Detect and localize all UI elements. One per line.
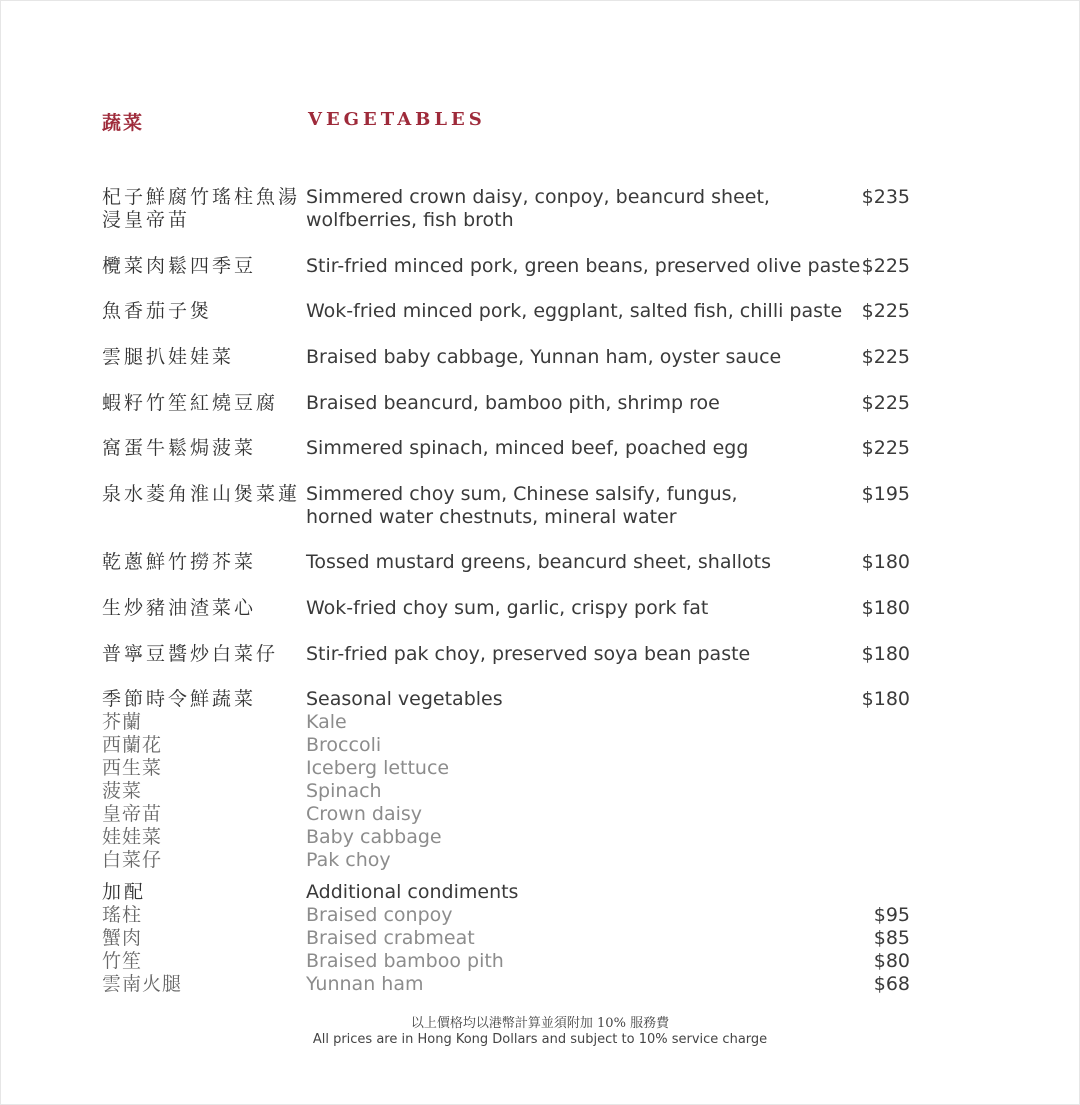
footer-note-en: All prices are in Hong Kong Dollars and subject to 10% service charge [312, 1032, 768, 1047]
condiment-en: Braised crabmeat [306, 927, 475, 949]
option-en: Crown daisy [306, 803, 423, 825]
option-zh: 皇帝苗 [102, 803, 163, 825]
option-en: Iceberg lettuce [306, 757, 450, 779]
option-zh: 娃娃菜 [102, 826, 163, 848]
dish-description: Wok-fried minced pork, eggplant, salted fish, chilli paste [306, 300, 843, 322]
option-en: Baby cabbage [306, 826, 442, 848]
dish-description: Braised baby cabbage, Yunnan ham, oyster sauce [306, 346, 782, 368]
dish-price: $225 [861, 346, 910, 368]
dish-description-line: wolfberries, fish broth [306, 209, 514, 231]
footer-note-zh: 以上價格均以港幣計算並須附加 10% 服務費 [410, 1016, 670, 1031]
dish-price: $180 [861, 597, 910, 619]
dish-name-zh: 普寧豆醬炒白菜仔 [102, 643, 279, 665]
option-zh: 西蘭花 [102, 734, 163, 756]
dish-name-zh: 窩蛋牛鬆焗菠菜 [102, 437, 257, 459]
dish-description [306, 186, 770, 232]
dish-price: $225 [861, 255, 910, 277]
dish-description: Stir-fried pak choy, preserved soya bean paste [306, 643, 751, 665]
option-en: Spinach [306, 780, 382, 802]
dish-description: Simmered spinach, minced beef, poached egg [306, 437, 749, 459]
dish-name-zh-line: 浸皇帝苗 [102, 209, 191, 231]
dish-name-zh: 乾蔥鮮竹撈芥菜 [102, 551, 257, 573]
condiment-price: $80 [873, 950, 910, 972]
seasonal-price: $180 [861, 688, 910, 710]
dish-price: $225 [861, 437, 910, 459]
dish-description: Wok-fried choy sum, garlic, crispy pork fat [306, 597, 709, 619]
dish-name-zh [102, 186, 300, 232]
condiment-price: $85 [873, 927, 910, 949]
section-title-zh: 蔬菜 [102, 112, 145, 134]
dish-description-line: horned water chestnuts, mineral water [306, 506, 677, 528]
option-en: Pak choy [306, 849, 391, 871]
dish-price: $225 [861, 392, 910, 414]
option-en: Kale [306, 711, 347, 733]
condiment-en: Braised conpoy [306, 904, 453, 926]
seasonal-title-zh: 季節時令鮮蔬菜 [102, 688, 257, 710]
seasonal-title-en: Seasonal vegetables [306, 688, 503, 710]
condiment-zh: 竹笙 [102, 950, 143, 972]
dish-description-line: Simmered choy sum, Chinese salsify, fungus, [306, 483, 738, 505]
dish-price: $225 [861, 300, 910, 322]
condiments-title-en: Additional condiments [306, 881, 519, 903]
condiments-zh [102, 881, 182, 996]
condiment-en: Braised bamboo pith [306, 950, 504, 972]
dish-description: Stir-fried minced pork, green beans, preserved olive paste [306, 255, 861, 277]
section-title-en: VEGETABLES [308, 109, 486, 130]
option-zh: 菠菜 [102, 780, 143, 802]
condiment-price: $95 [873, 904, 910, 926]
dish-name-zh: 魚香茄子煲 [102, 300, 213, 322]
dish-name-zh-line: 杞子鮮腐竹瑤柱魚湯 [102, 186, 301, 208]
seasonal-en [306, 688, 503, 872]
seasonal-zh [102, 688, 256, 872]
option-zh: 白菜仔 [102, 849, 163, 871]
dish-name-zh: 蝦籽竹笙紅燒豆腐 [102, 392, 279, 414]
dish-description-line: Simmered crown daisy, conpoy, beancurd sheet, [306, 186, 770, 208]
option-zh: 西生菜 [102, 757, 163, 779]
dish-description [306, 483, 738, 529]
condiments-en [306, 881, 518, 996]
dish-price: $195 [861, 483, 910, 505]
dish-name-zh: 生炒豬油渣菜心 [102, 597, 257, 619]
dish-description: Tossed mustard greens, beancurd sheet, shallots [306, 551, 772, 573]
condiment-en: Yunnan ham [306, 973, 424, 995]
condiment-zh: 瑤柱 [102, 904, 143, 926]
condiment-price: $68 [873, 973, 910, 995]
condiment-prices [874, 881, 910, 996]
dish-price: $180 [861, 551, 910, 573]
dish-name-zh: 雲腿扒娃娃菜 [102, 346, 235, 368]
dish-name-zh: 欖菜肉鬆四季豆 [102, 255, 257, 277]
condiment-zh: 雲南火腿 [102, 973, 183, 995]
condiments-title-zh: 加配 [102, 881, 147, 903]
dish-description: Braised beancurd, bamboo pith, shrimp roe [306, 392, 720, 414]
option-zh: 芥蘭 [102, 711, 143, 733]
option-en: Broccoli [306, 734, 382, 756]
dish-price: $235 [861, 186, 910, 208]
dish-name-zh: 泉水菱角淮山煲菜蓮 [102, 483, 301, 505]
condiment-zh: 蟹肉 [102, 927, 143, 949]
dish-price: $180 [861, 643, 910, 665]
